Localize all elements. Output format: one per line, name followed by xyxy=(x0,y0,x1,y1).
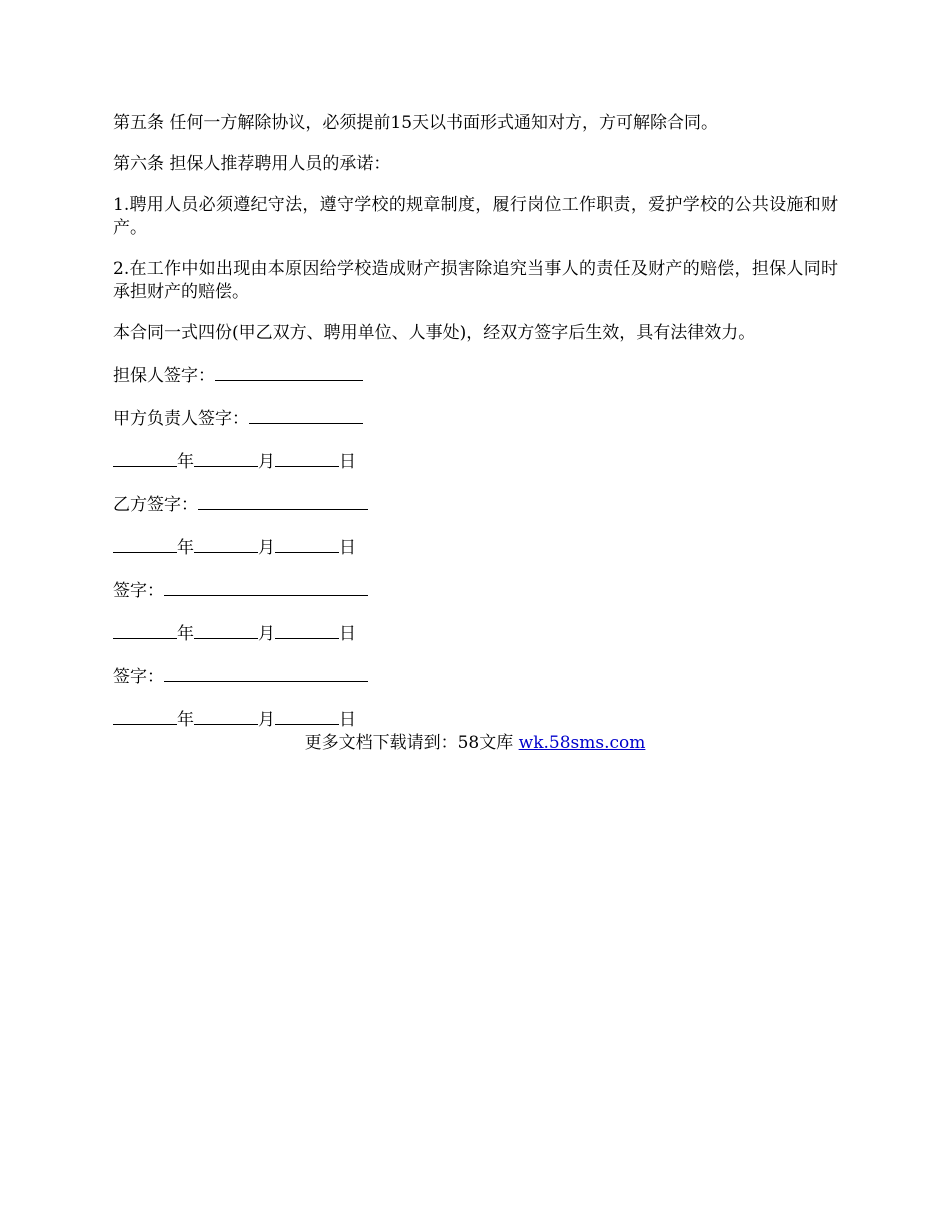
party-a-signature-line xyxy=(113,406,838,431)
signature-line-4 xyxy=(113,664,838,689)
year-blank xyxy=(113,707,177,725)
document-body xyxy=(113,112,838,750)
month-blank xyxy=(194,707,258,725)
year-label: 年 xyxy=(177,452,194,472)
year-blank xyxy=(113,621,177,639)
day-label: 日 xyxy=(339,710,356,730)
signature-blank-4 xyxy=(164,664,368,682)
footer xyxy=(0,732,950,755)
month-blank xyxy=(194,535,258,553)
year-blank xyxy=(113,449,177,467)
guarantor-signature-blank xyxy=(215,363,363,381)
day-blank xyxy=(275,621,339,639)
month-label: 月 xyxy=(258,624,275,644)
date-line-3 xyxy=(113,621,838,646)
party-b-signature-blank xyxy=(198,492,368,510)
party-b-signature-label: 乙方签字： xyxy=(113,495,198,515)
party-b-signature-line xyxy=(113,492,838,517)
day-blank xyxy=(275,535,339,553)
year-label: 年 xyxy=(177,710,194,730)
footer-text: 更多文档下载请到：58文库 xyxy=(304,733,514,753)
month-blank xyxy=(194,449,258,467)
day-label: 日 xyxy=(339,624,356,644)
day-blank xyxy=(275,707,339,725)
paragraph-copies: 本合同一式四份(甲乙双方、聘用单位、人事处)，经双方签字后生效，具有法律效力。 xyxy=(113,323,756,343)
date-line-1 xyxy=(113,449,838,474)
paragraph-article-6: 第六条 担保人推荐聘用人员的承诺： xyxy=(113,154,391,174)
party-a-signature-label: 甲方负责人签字： xyxy=(113,409,249,429)
year-label: 年 xyxy=(177,624,194,644)
month-blank xyxy=(194,621,258,639)
footer-link[interactable]: wk.58sms.com xyxy=(518,733,646,753)
year-label: 年 xyxy=(177,538,194,558)
year-blank xyxy=(113,535,177,553)
signature-blank-3 xyxy=(164,578,368,596)
day-blank xyxy=(275,449,339,467)
day-label: 日 xyxy=(339,538,356,558)
date-line-4 xyxy=(113,707,838,732)
party-a-signature-blank xyxy=(249,406,363,424)
paragraph-article-5: 第五条 任何一方解除协议，必须提前15天以书面形式通知对方，方可解除合同。 xyxy=(113,113,719,133)
signature-label-4: 签字： xyxy=(113,667,164,687)
guarantor-signature-line xyxy=(113,363,838,388)
date-line-2 xyxy=(113,535,838,560)
month-label: 月 xyxy=(258,710,275,730)
paragraph-commitment-1: 1.聘用人员必须遵纪守法，遵守学校的规章制度，履行岗位工作职责，爱护学校的公共设施和财产。 xyxy=(113,195,838,238)
paragraph-commitment-2: 2.在工作中如出现由本原因给学校造成财产损害除追究当事人的责任及财产的赔偿，担保人同时承担财产的赔偿。 xyxy=(113,259,838,302)
signature-label-3: 签字： xyxy=(113,581,164,601)
signature-line-3 xyxy=(113,578,838,603)
month-label: 月 xyxy=(258,538,275,558)
month-label: 月 xyxy=(258,452,275,472)
guarantor-signature-label: 担保人签字： xyxy=(113,366,215,386)
day-label: 日 xyxy=(339,452,356,472)
